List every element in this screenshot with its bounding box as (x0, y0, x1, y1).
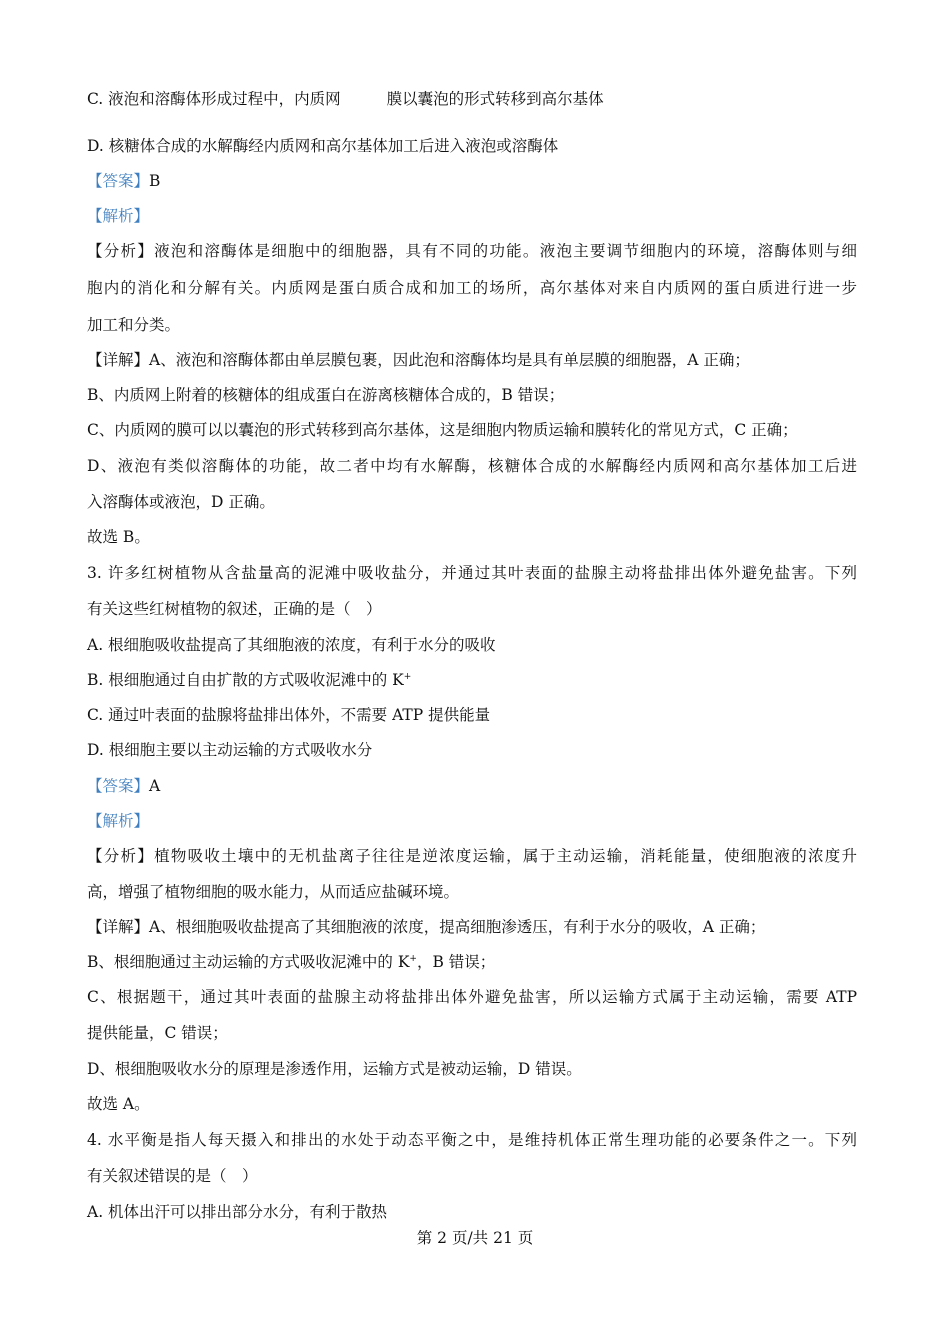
text-segment: 胞内的消化和分解有关。内质网是蛋白质合成和加工的场所，高尔基体对来自内质网的蛋白质进行进一步 (87, 279, 857, 297)
text-segment: 3. 许多红树植物从含盐量高的泥滩中吸收盐分，并通过其叶表面的盐腺主动将盐排出体外避免盐害。下列 (87, 564, 857, 582)
text-segment: B、根细胞通过主动运输的方式吸收泥滩中的 K (87, 953, 410, 971)
text-segment: 4. 水平衡是指人每天摄入和排出的水处于动态平衡之中，是维持机体正常生理功能的必要条件之一。下列 (87, 1131, 857, 1149)
text-line (87, 350, 750, 370)
text-line (87, 987, 857, 1007)
text-segment: 高，增强了植物细胞的吸水能力，从而适应盐碱环境。 (87, 883, 460, 901)
section-tag: 【解析】 (87, 207, 150, 225)
text-line (87, 811, 149, 831)
text-line (87, 136, 558, 156)
text-line (87, 1166, 258, 1186)
text-segment: D、根细胞吸收水分的原理是渗透作用，运输方式是被动运输，D 错误。 (87, 1060, 582, 1078)
text-line (87, 917, 765, 937)
text-segment: 有关叙述错误的是（ ） (87, 1167, 258, 1185)
text-line (87, 492, 275, 512)
text-segment: 【详解】A、液泡和溶酶体都由单层膜包裹，因此泡和溶酶体均是具有单层膜的细胞器，A 正确； (87, 351, 750, 369)
text-line (87, 385, 564, 405)
text-line (87, 241, 857, 261)
text-segment: 故选 A。 (87, 1095, 150, 1113)
text-line (87, 670, 411, 690)
section-tag: 【答案】 (87, 777, 150, 795)
text-segment: D. 核糖体合成的水解酶经内质网和高尔基体加工后进入液泡或溶酶体 (87, 137, 559, 155)
text-segment: 入溶酶体或液泡，D 正确。 (87, 493, 275, 511)
superscript: + (403, 671, 412, 682)
text-segment: 有关这些红树植物的叙述，正确的是（ ） (87, 600, 382, 618)
text-line (87, 563, 857, 583)
text-line (87, 89, 604, 109)
text-segment: A (149, 777, 161, 795)
text-segment: D. 根细胞主要以主动运输的方式吸收水分 (87, 741, 373, 759)
section-tag: 【答案】 (87, 172, 150, 190)
text-line (87, 740, 372, 760)
text-segment: 膜以囊泡的形式转移到高尔基体 (386, 90, 604, 108)
text-segment: 故选 B。 (87, 528, 150, 546)
text-line (87, 635, 496, 655)
superscript: + (409, 953, 417, 964)
text-line (87, 315, 180, 335)
text-segment: 【详解】A、根细胞吸收盐提高了其细胞液的浓度，提高细胞渗透压，有利于水分的吸收，A 正确； (87, 918, 766, 936)
text-segment: B、内质网上附着的核糖体的组成蛋白在游离核糖体合成的，B 错误； (87, 386, 565, 404)
text-line (87, 171, 160, 191)
text-line (87, 599, 382, 619)
text-segment: 提供能量，C 错误； (87, 1024, 228, 1042)
text-segment: 【分析】液泡和溶酶体是细胞中的细胞器，具有不同的功能。液泡主要调节细胞内的环境，溶酶体则与细 (87, 242, 857, 260)
page-footer: 第 2 页/共 21 页 (416, 1229, 534, 1247)
text-line (87, 1130, 857, 1150)
text-line (87, 1202, 387, 1222)
text-line (87, 278, 857, 298)
text-line (87, 882, 459, 902)
text-line (87, 527, 150, 547)
text-segment: ，B 错误； (416, 953, 496, 971)
text-segment: B (149, 172, 161, 190)
text-segment: C. 通过叶表面的盐腺将盐排出体外，不需要 ATP 提供能量 (87, 706, 491, 724)
text-line (87, 846, 857, 866)
text-line (87, 206, 149, 226)
text-line (87, 456, 857, 476)
section-tag: 【解析】 (87, 812, 150, 830)
text-line (87, 952, 495, 972)
text-segment: 【分析】植物吸收土壤中的无机盐离子往往是逆浓度运输，属于主动运输，消耗能量，使细胞液的浓度升 (87, 847, 857, 865)
text-line (87, 705, 490, 725)
text-segment: C. 液泡和溶酶体形成过程中，内质网 (87, 90, 341, 108)
text-segment: 加工和分类。 (87, 316, 181, 334)
text-line (87, 1094, 150, 1114)
text-segment: B. 根细胞通过自由扩散的方式吸收泥滩中的 K (87, 671, 404, 689)
text-line (87, 420, 798, 440)
text-line (87, 1023, 228, 1043)
text-line (87, 1059, 582, 1079)
text-segment: D、液泡有类似溶酶体的功能，故二者中均有水解酶，核糖体合成的水解酶经内质网和高尔基体加工后进 (87, 457, 857, 475)
text-segment: A. 根细胞吸收盐提高了其细胞液的浓度，有利于水分的吸收 (87, 636, 496, 654)
text-segment: C、根据题干，通过其叶表面的盐腺主动将盐排出体外避免盐害，所以运输方式属于主动运输，需要 ATP (87, 988, 857, 1006)
text-segment: A. 机体出汗可以排出部分水分，有利于散热 (87, 1203, 388, 1221)
text-segment: C、内质网的膜可以以囊泡的形式转移到高尔基体，这是细胞内物质运输和膜转化的常见方式，C 正确； (87, 421, 798, 439)
text-line (87, 776, 160, 796)
